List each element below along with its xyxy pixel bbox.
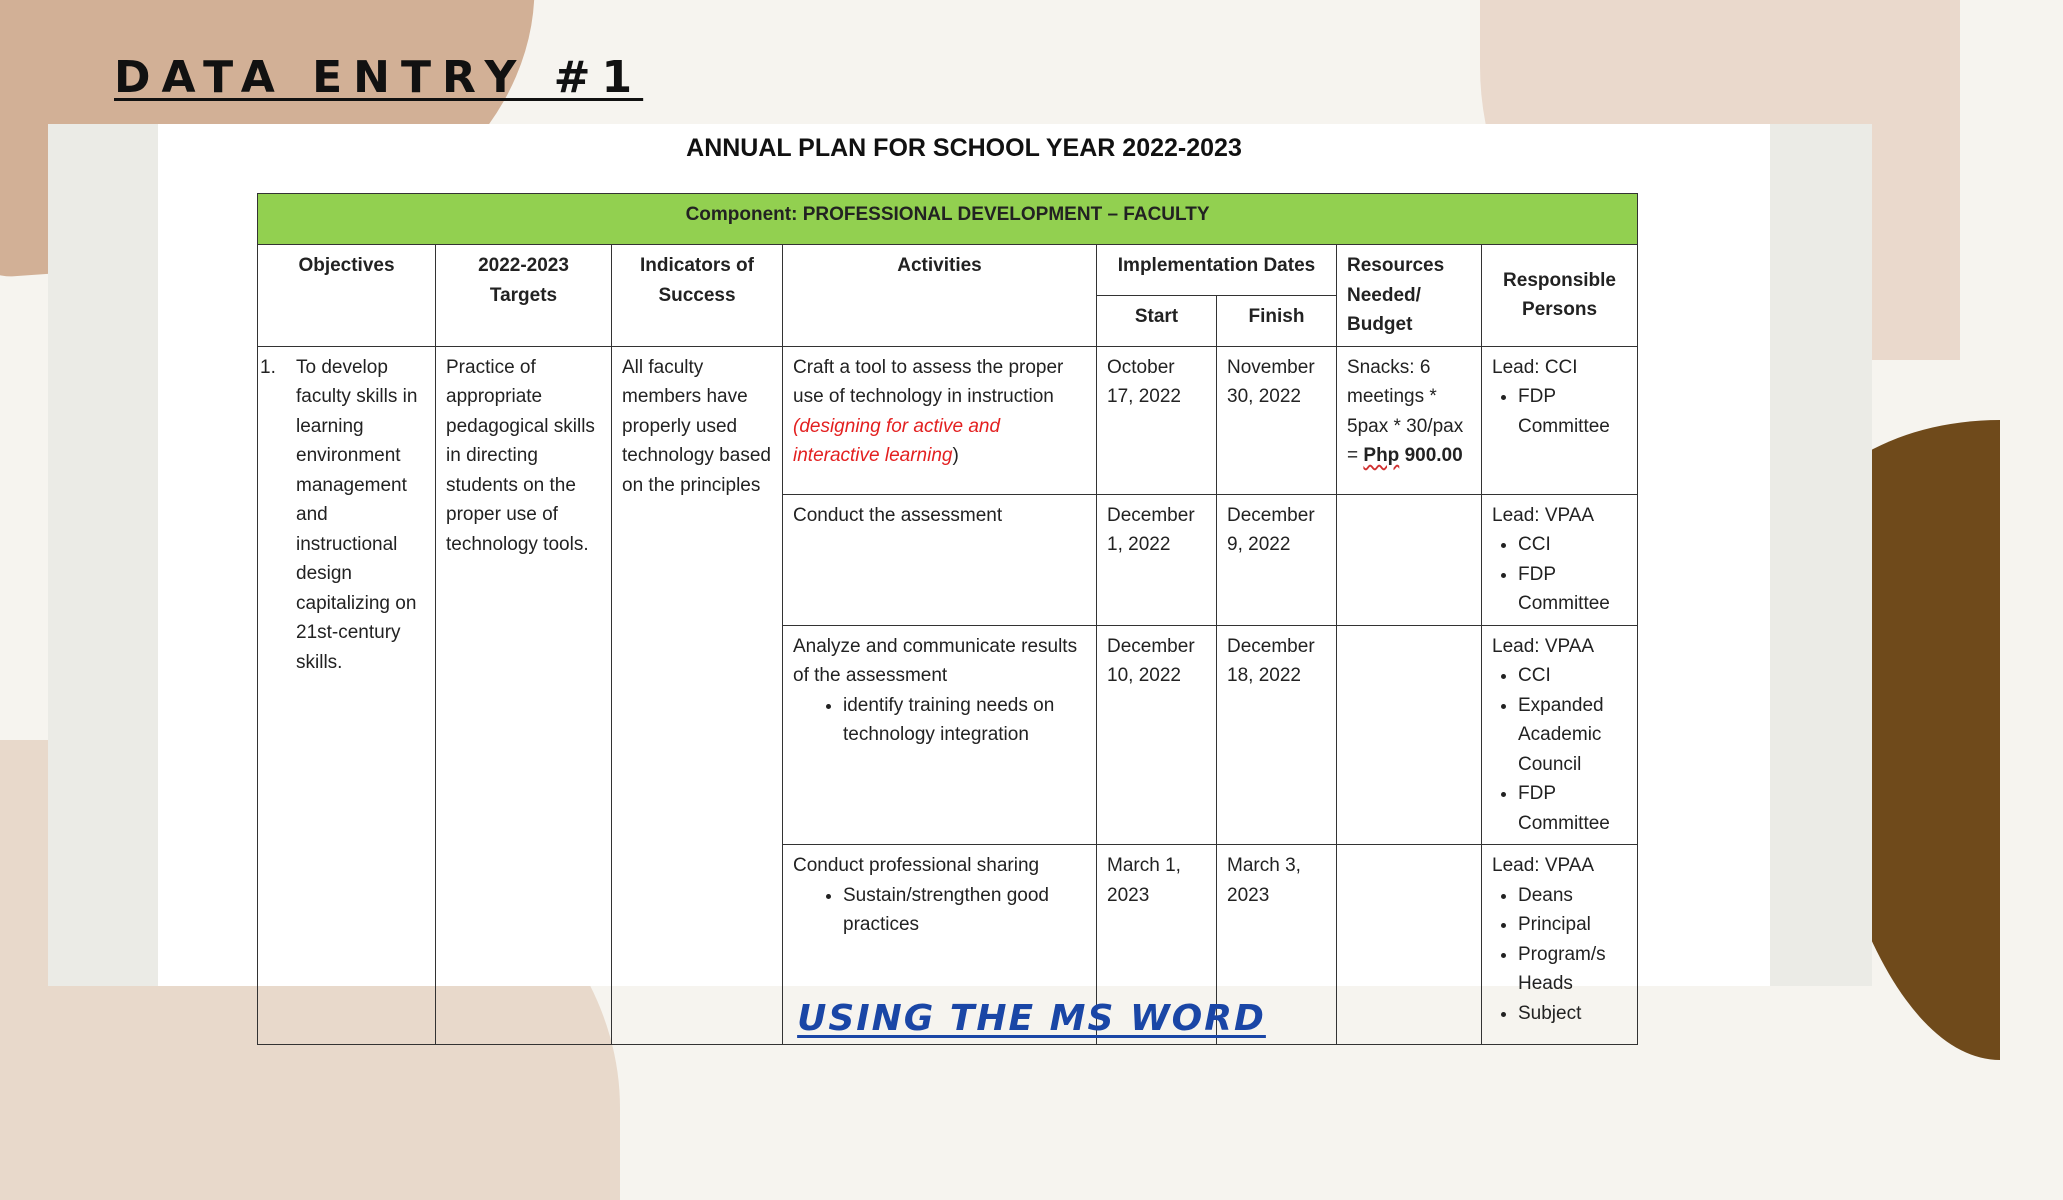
person-item: • FDP Committee — [1518, 779, 1627, 838]
start-date-cell: December 1, 2022 — [1097, 494, 1217, 625]
header-implementation-dates: Implementation Dates — [1097, 245, 1337, 296]
person-item: • Deans — [1518, 881, 1627, 911]
activity-sub-item: • identify training needs on technology integration — [843, 691, 1086, 750]
resources-cell — [1337, 625, 1482, 845]
header-resources: Resources Needed/ Budget — [1337, 245, 1482, 347]
slide-title: DATA ENTRY #1 — [114, 52, 644, 103]
start-date-cell: December 10, 2022 — [1097, 625, 1217, 845]
activity-note: (designing for active and interactive learning — [793, 415, 1001, 466]
activity-cell: Conduct the assessment — [783, 494, 1097, 625]
person-item: • Program/s Heads — [1518, 940, 1627, 999]
component-header: Component: PROFESSIONAL DEVELOPMENT – FACULTY — [258, 194, 1638, 245]
person-item: • FDP Committee — [1518, 382, 1627, 441]
activity-cell — [783, 346, 1097, 494]
activity-text: Analyze and communicate results of the assessment — [793, 635, 1078, 686]
objective-text: To develop faculty skills in learning environment management and instructional design capitalizing on 21st-century skills. — [296, 356, 418, 673]
header-indicators: Indicators of Success — [612, 245, 783, 347]
lead-text: Lead: VPAA — [1492, 635, 1595, 657]
document-title: ANNUAL PLAN FOR SCHOOL YEAR 2022-2023 — [686, 134, 1242, 162]
finish-date-cell: December 9, 2022 — [1217, 494, 1337, 625]
resources-currency: Php — [1363, 445, 1400, 466]
header-activities: Activities — [783, 245, 1097, 347]
responsible-cell — [1482, 346, 1638, 494]
resources-cell — [1337, 494, 1482, 625]
header-responsible: Responsible Persons — [1482, 245, 1638, 347]
activity-note-end: ) — [952, 445, 959, 466]
resources-cell — [1337, 346, 1482, 494]
finish-date-cell: March 3, 2023 — [1217, 845, 1337, 1045]
resources-amount: 900.00 — [1404, 445, 1463, 466]
annual-plan-table — [257, 193, 1638, 1045]
person-item: • Expanded Academic Council — [1518, 691, 1627, 780]
table-row — [258, 346, 1638, 494]
person-item: • Principal — [1518, 910, 1627, 940]
lead-text: Lead: VPAA — [1492, 504, 1595, 526]
person-item: • CCI — [1518, 661, 1627, 691]
person-item: • CCI — [1518, 530, 1627, 560]
footer-caption: USING THE MS WORD — [797, 998, 1266, 1039]
lead-text: Lead: VPAA — [1492, 855, 1595, 876]
person-item: • FDP Committee — [1518, 560, 1627, 619]
header-targets: 2022-2023 Targets — [436, 245, 612, 347]
lead-text: Lead: CCI — [1492, 356, 1578, 378]
target-cell: Practice of appropriate pedagogical skills in directing students on the proper use of technology tools. — [436, 346, 612, 1045]
objective-cell — [258, 346, 436, 1045]
finish-date-cell: November 30, 2022 — [1217, 346, 1337, 494]
responsible-cell — [1482, 625, 1638, 845]
start-date-cell: October 17, 2022 — [1097, 346, 1217, 494]
activity-text: Conduct professional sharing — [793, 855, 1040, 876]
person-item: • Subject — [1518, 999, 1627, 1029]
header-finish: Finish — [1217, 295, 1337, 346]
start-date-cell: March 1, 2023 — [1097, 845, 1217, 1045]
activity-cell — [783, 625, 1097, 845]
objective-number: 1. — [260, 356, 276, 378]
resources-text: Snacks: 6 meetings * 5pax * 30/pax = — [1347, 356, 1464, 466]
responsible-cell — [1482, 494, 1638, 625]
header-start: Start — [1097, 295, 1217, 346]
finish-date-cell: December 18, 2022 — [1217, 625, 1337, 845]
header-objectives: Objectives — [258, 245, 436, 347]
activity-sub-item: • Sustain/strengthen good practices — [843, 881, 1086, 940]
indicator-cell: All faculty members have properly used technology based on the principles — [612, 346, 783, 1045]
activity-text: Craft a tool to assess the proper use of technology in instruction — [793, 356, 1064, 407]
